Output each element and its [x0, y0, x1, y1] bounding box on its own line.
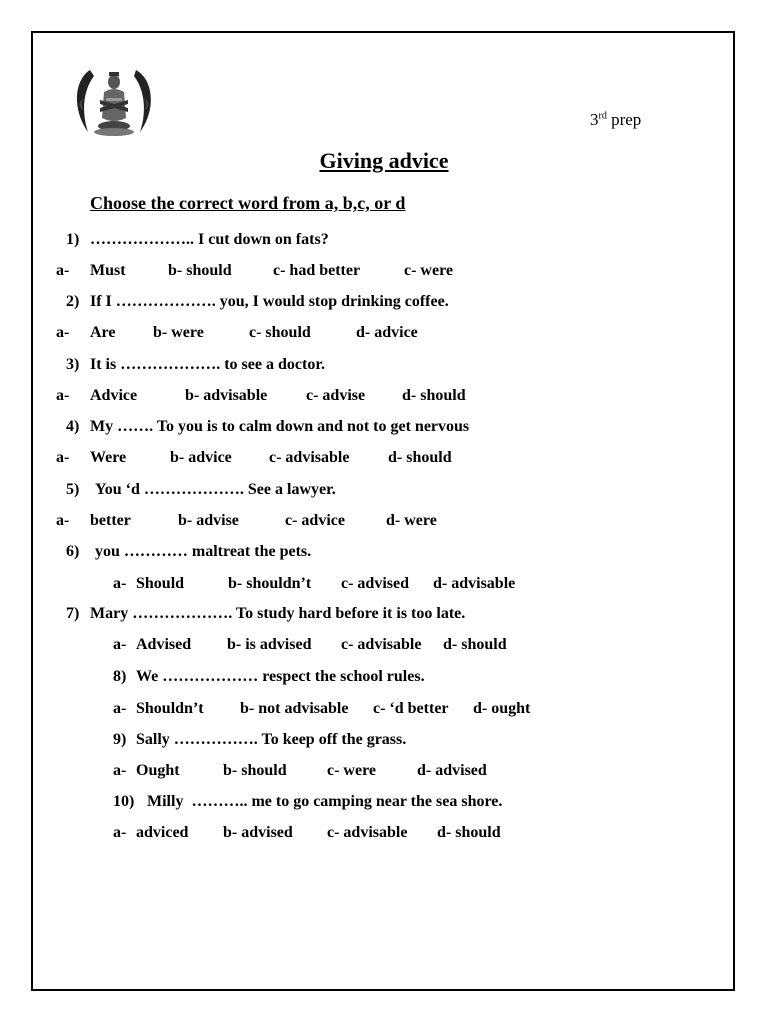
option-d: d- ought [473, 700, 531, 717]
option-c: c- advisable [341, 636, 422, 653]
question-number: 3) [66, 356, 80, 373]
option-d: d- were [386, 512, 437, 529]
option-a: Advice [90, 387, 138, 404]
question-text: If I ………………. you, I would stop drinking coffee. [90, 293, 449, 310]
option-c: c- advise [306, 387, 366, 404]
option-c: c- had better [273, 262, 361, 279]
option-a: better [90, 512, 131, 529]
option-d: d- advisable [433, 575, 516, 592]
option-d: c- were [404, 262, 453, 279]
option-b: b- not advisable [240, 700, 349, 717]
grade-number: 3 [590, 110, 599, 129]
option-b: b- were [153, 324, 204, 341]
option-prefix: a- [56, 387, 70, 404]
option-d: d- should [443, 636, 507, 653]
page-title: Giving advice [319, 148, 449, 173]
question-text: We ……………… respect the school rules. [136, 668, 425, 685]
option-prefix: a- [113, 824, 127, 841]
option-b: b- advisable [185, 387, 268, 404]
question-number: 7) [66, 605, 80, 622]
page-border [31, 31, 735, 991]
option-prefix: a- [113, 762, 127, 779]
option-c: c- ‘d better [373, 700, 449, 717]
question-number: 9) [113, 731, 127, 748]
option-b: b- advised [223, 824, 293, 841]
option-prefix: a- [113, 636, 127, 653]
option-c: c- should [249, 324, 311, 341]
question-text: Mary ………………. To study hard before it is too late. [90, 605, 466, 622]
option-b: b- shouldn’t [228, 575, 312, 592]
option-b: b- is advised [227, 636, 312, 653]
question-number: 5) [66, 481, 80, 498]
option-a: Should [136, 575, 185, 592]
option-b: b- should [168, 262, 232, 279]
option-a: Advised [136, 636, 192, 653]
option-b: b- should [223, 762, 287, 779]
question-text: you ………… maltreat the pets. [95, 543, 312, 560]
option-c: c- advisable [327, 824, 408, 841]
option-a: Are [90, 324, 116, 341]
question-text: My ……. To you is to calm down and not to get nervous [90, 418, 470, 435]
option-prefix: a- [56, 512, 70, 529]
option-d: d- advised [417, 762, 487, 779]
option-b: b- advice [170, 449, 232, 466]
question-number: 8) [113, 668, 127, 685]
option-prefix: a- [56, 449, 70, 466]
question-text: It is ………………. to see a doctor. [90, 356, 325, 373]
option-prefix: a- [113, 700, 127, 717]
question-number: 2) [66, 293, 80, 310]
option-a: Ought [136, 762, 180, 779]
question-number: 1) [66, 231, 80, 248]
grade-suffix: rd [598, 110, 607, 122]
option-d: d- should [388, 449, 452, 466]
school-logo-icon [70, 64, 160, 140]
question-text: Sally ……………. To keep off the grass. [136, 731, 407, 748]
option-c: c- advisable [269, 449, 350, 466]
option-a: Must [90, 262, 126, 279]
option-b: b- advise [178, 512, 239, 529]
option-d: d- should [437, 824, 501, 841]
option-d: d- should [402, 387, 466, 404]
instruction-text: Choose the correct word from a, b,c, or d [90, 193, 406, 213]
option-a: Were [90, 449, 127, 466]
option-c: c- advice [285, 512, 345, 529]
question-text: ……………….. I cut down on fats? [90, 231, 329, 248]
question-text: You ‘d ………………. See a lawyer. [95, 481, 336, 498]
grade-label [590, 110, 641, 130]
grade-word: prep [606, 110, 642, 129]
question-text: Milly ……….. me to go camping near the sea shore. [147, 793, 503, 810]
option-prefix: a- [56, 324, 70, 341]
question-number: 4) [66, 418, 80, 435]
question-number: 6) [66, 543, 80, 560]
option-a: adviced [136, 824, 189, 841]
option-prefix: a- [113, 575, 127, 592]
option-prefix: a- [56, 262, 70, 279]
question-number: 10) [113, 793, 135, 810]
option-c: c- advised [341, 575, 409, 592]
option-d: d- advice [356, 324, 418, 341]
option-a: Shouldn’t [136, 700, 204, 717]
option-c: c- were [327, 762, 376, 779]
